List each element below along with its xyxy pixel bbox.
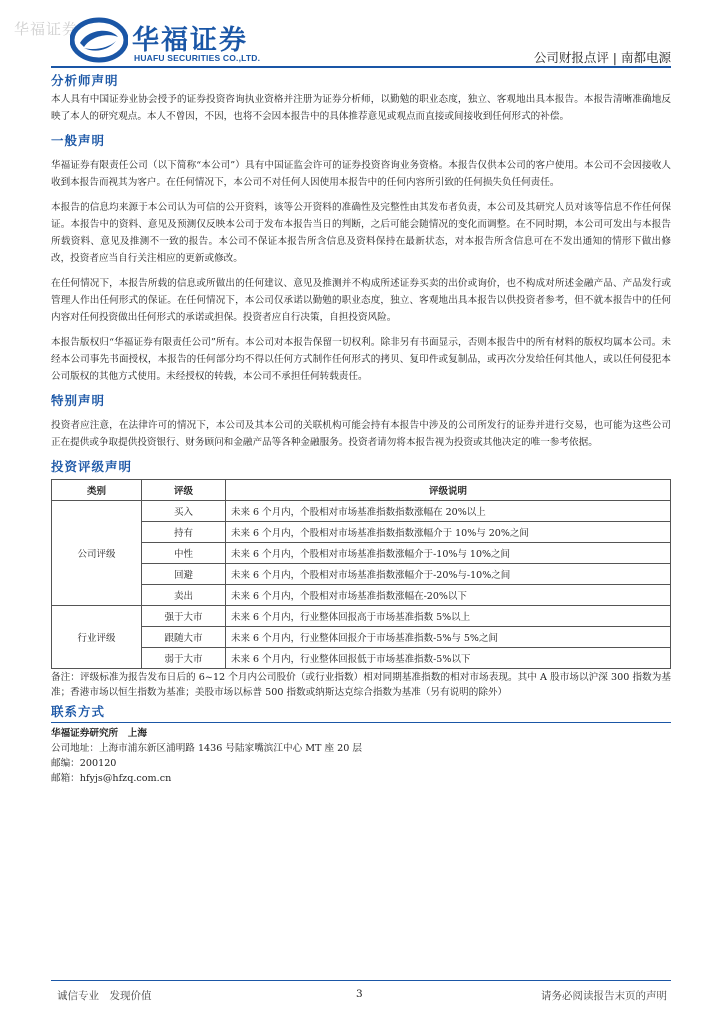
logo-chinese-name: 华福证券 — [132, 25, 248, 56]
header-category: 类别 — [52, 480, 142, 501]
rating-table — [51, 479, 671, 669]
industry-rating-label: 行业评级 — [52, 606, 142, 669]
description-cell: 未来 6 个月内，行业整体回报介于市场基准指数-5%与 5%之间 — [226, 627, 671, 648]
footer-divider — [51, 980, 671, 981]
contact-postcode: 邮编：200120 — [51, 758, 117, 769]
contact-organization: 华福证券研究所 上海 — [51, 728, 147, 739]
grade-cell: 持有 — [142, 522, 226, 543]
header-description: 评级说明 — [226, 480, 671, 501]
logo-english-name: HUAFU SECURITIES CO.,LTD. — [134, 53, 261, 63]
general-statement-para-3: 在任何情况下，本报告所载的信息或所做出的任何建议、意见及推测并不构成所述证券买卖的出价或询价，也不构成对所述金融产品、产品发行或管理人作出任何形式的保证。在任何情况下，本公司仅承诺以勤勉的职业态度，独立、客观地出具本报告以供投资者参考，但不就本报告中的任何内容对任何投资做出任何形式的承诺或担保。投资者应自行决策，自担投资风险。 — [51, 278, 671, 323]
analyst-statement-title: 分析师声明 — [51, 73, 119, 88]
table-header-row — [52, 480, 671, 501]
general-statement-para-2: 本报告的信息均来源于本公司认为可信的公开资料，该等公开资料的准确性及完整性由其发布者负责，本公司及其研究人员对该等信息不作任何保证。本报告中的资料、意见及预测仅反映本公司于发布本报告当日的判断，之后可能会随情况的变化而调整。在不同时期，本公司可发出与本报告所载资料、意见及推测不一致的报告。本公司不保证本报告所含信息及资料保持在最新状态，对本报告所含信息可在不发出通知的情形下做出修改，投资者应当自行关注相应的更新或修改。 — [51, 202, 671, 264]
description-cell: 未来 6 个月内，个股相对市场基准指数涨幅介于-10%与 10%之间 — [226, 543, 671, 564]
company-logo — [70, 17, 270, 67]
grade-cell: 弱于大市 — [142, 648, 226, 669]
description-cell: 未来 6 个月内，个股相对市场基准指数指数涨幅在 20%以上 — [226, 501, 671, 522]
page-number: 3 — [356, 988, 363, 1000]
general-statement-title: 一般声明 — [51, 133, 106, 148]
special-statement-title: 特别声明 — [51, 393, 106, 408]
description-cell: 未来 6 个月内，行业整体回报高于市场基准指数 5%以上 — [226, 606, 671, 627]
footer-slogan: 诚信专业 发现价值 — [57, 990, 152, 1002]
grade-cell: 卖出 — [142, 585, 226, 606]
watermark-text: 华福证券 — [14, 20, 79, 38]
grade-cell: 强于大市 — [142, 606, 226, 627]
description-cell: 未来 6 个月内，个股相对市场基准指数涨幅在-20%以下 — [226, 585, 671, 606]
description-cell: 未来 6 个月内，个股相对市场基准指数指数涨幅介于 10%与 20%之间 — [226, 522, 671, 543]
table-row — [52, 606, 671, 627]
general-statement-para-1: 华福证券有限责任公司（以下简称“本公司”）具有中国证监会许可的证券投资咨询业务资格。本报告仅供本公司的客户使用。本公司不会因接收人收到本报告而视其为客户。在任何情况下，本公司不对任何人因使用本报告中的任何内容所引致的任何损失负任何责任。 — [51, 160, 671, 188]
grade-cell: 中性 — [142, 543, 226, 564]
report-type-label: 公司财报点评 | 南都电源 — [533, 50, 671, 65]
rating-note: 备注：评级标准为报告发布日后的 6~12 个月内公司股价（或行业指数）相对同期基准指数的相对市场表现。其中 A 股市场以沪深 300 指数为基准；香港市场以恒生指数为基准；美股市场以标普 500 指数或纳斯达克综合指数为基准（另有说明的除外） — [51, 672, 671, 698]
description-cell: 未来 6 个月内，行业整体回报低于市场基准指数-5%以下 — [226, 648, 671, 669]
rating-statement-title: 投资评级声明 — [51, 459, 133, 474]
company-rating-label: 公司评级 — [52, 501, 142, 606]
grade-cell: 跟随大市 — [142, 627, 226, 648]
table-row — [52, 585, 671, 606]
contact-block — [51, 726, 671, 786]
header-grade: 评级 — [142, 480, 226, 501]
contact-address: 公司地址：上海市浦东新区浦明路 1436 号陆家嘴滨江中心 MT 座 20 层 — [51, 743, 362, 754]
header-divider — [51, 66, 671, 68]
table-row — [52, 564, 671, 585]
contact-email: 邮箱：hfyjs@hfzq.com.cn — [51, 773, 172, 784]
contact-title: 联系方式 — [51, 704, 106, 719]
analyst-statement-text: 本人具有中国证券业协会授予的证券投资咨询执业资格并注册为证券分析师，以勤勉的职业态度，独立、客观地出具本报告。本报告清晰准确地反映了本人的研究观点。本人不曾因，不因，也将不会因本报告中的具体推荐意见或观点而直接或间接收到任何形式的补偿。 — [51, 94, 671, 122]
grade-cell: 买入 — [142, 501, 226, 522]
table-row — [52, 648, 671, 669]
general-statement-para-4: 本报告版权归“华福证券有限责任公司”所有。本公司对本报告保留一切权利。除非另有书面显示，否则本报告中的所有材料的版权均属本公司。未经本公司事先书面授权，本报告的任何部分均不得以任何方式制作任何形式的拷贝、复印件或复制品，或再次分发给任何其他人，或以任何侵犯本公司版权的其他方式使用。未经授权的转载，本公司不承担任何转载责任。 — [51, 337, 671, 382]
table-row — [52, 543, 671, 564]
logo-mark-icon — [70, 17, 128, 63]
special-statement-text: 投资者应注意，在法律许可的情况下，本公司及其本公司的关联机构可能会持有本报告中涉及的公司所发行的证券并进行交易，也可能为这些公司正在提供或争取提供投资银行、财务顾问和金融产品等各种金融服务。投资者请勿将本报告视为投资或其他决定的唯一参考依据。 — [51, 420, 671, 448]
footer-disclaimer-note: 请务必阅读报告末页的声明 — [541, 990, 667, 1002]
table-row — [52, 501, 671, 522]
contact-divider — [51, 722, 671, 723]
description-cell: 未来 6 个月内，个股相对市场基准指数涨幅介于-20%与-10%之间 — [226, 564, 671, 585]
report-body — [51, 71, 671, 786]
table-row — [52, 627, 671, 648]
grade-cell: 回避 — [142, 564, 226, 585]
table-row — [52, 522, 671, 543]
